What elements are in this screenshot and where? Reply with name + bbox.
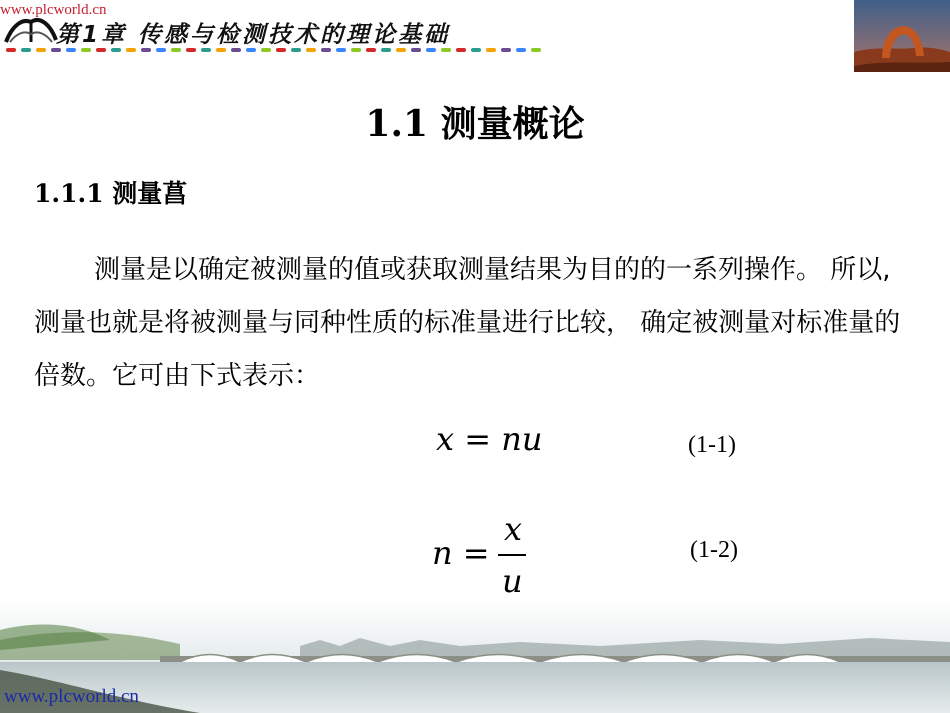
- equation-2-lhs: n =: [432, 534, 490, 572]
- equation-2-denominator: u: [502, 562, 523, 600]
- dash-segment: [306, 48, 316, 52]
- dash-segment: [291, 48, 301, 52]
- dash-segment: [141, 48, 151, 52]
- bridge-scene-image: [0, 600, 950, 713]
- dash-segment: [411, 48, 421, 52]
- body-paragraph: 测量是以确定被测量的值或获取测量结果为目的的一系列操作。 所以, 测量也就是将被测量与同种性质的标准量进行比较， 确定被测量对标准量的倍数。它可由下式表示：: [34, 255, 901, 391]
- dash-segment: [216, 48, 226, 52]
- equation-1-label: (1-1): [688, 432, 736, 458]
- dash-segment: [456, 48, 466, 52]
- dash-segment: [276, 48, 286, 52]
- dash-segment: [471, 48, 481, 52]
- dash-segment: [531, 48, 541, 52]
- equation-2: [432, 510, 542, 610]
- dash-segment: [381, 48, 391, 52]
- dash-segment: [501, 48, 511, 52]
- equation-2-label: (1-2): [690, 537, 738, 563]
- dash-segment: [21, 48, 31, 52]
- section-title: 1.1 测量概论: [365, 103, 585, 145]
- dash-segment: [426, 48, 436, 52]
- equation-1: x = nu: [436, 420, 543, 458]
- dash-segment: [156, 48, 166, 52]
- dash-segment: [231, 48, 241, 52]
- decorative-dash-rule: [6, 46, 546, 54]
- rock-arch-photo: [854, 0, 950, 72]
- dash-segment: [96, 48, 106, 52]
- dash-segment: [6, 48, 16, 52]
- dash-segment: [36, 48, 46, 52]
- dash-segment: [396, 48, 406, 52]
- subsection-title: 1.1.1 测量菖: [34, 179, 188, 208]
- dash-segment: [171, 48, 181, 52]
- dash-segment: [81, 48, 91, 52]
- watermark-bottom: www.plcworld.cn: [4, 686, 139, 707]
- equation-2-numerator: x: [504, 510, 523, 548]
- fraction-bar: [498, 554, 526, 556]
- dash-segment: [201, 48, 211, 52]
- dash-segment: [516, 48, 526, 52]
- dash-segment: [321, 48, 331, 52]
- dash-segment: [246, 48, 256, 52]
- dash-segment: [351, 48, 361, 52]
- dash-segment: [51, 48, 61, 52]
- dash-segment: [441, 48, 451, 52]
- dash-segment: [111, 48, 121, 52]
- dash-segment: [366, 48, 376, 52]
- dash-segment: [186, 48, 196, 52]
- chapter-title: 第1章 传感与检测技术的理论基础: [56, 22, 451, 48]
- dash-segment: [486, 48, 496, 52]
- dash-segment: [126, 48, 136, 52]
- watermark-top: www.plcworld.cn: [0, 2, 107, 18]
- dash-segment: [336, 48, 346, 52]
- dash-segment: [261, 48, 271, 52]
- dash-segment: [66, 48, 76, 52]
